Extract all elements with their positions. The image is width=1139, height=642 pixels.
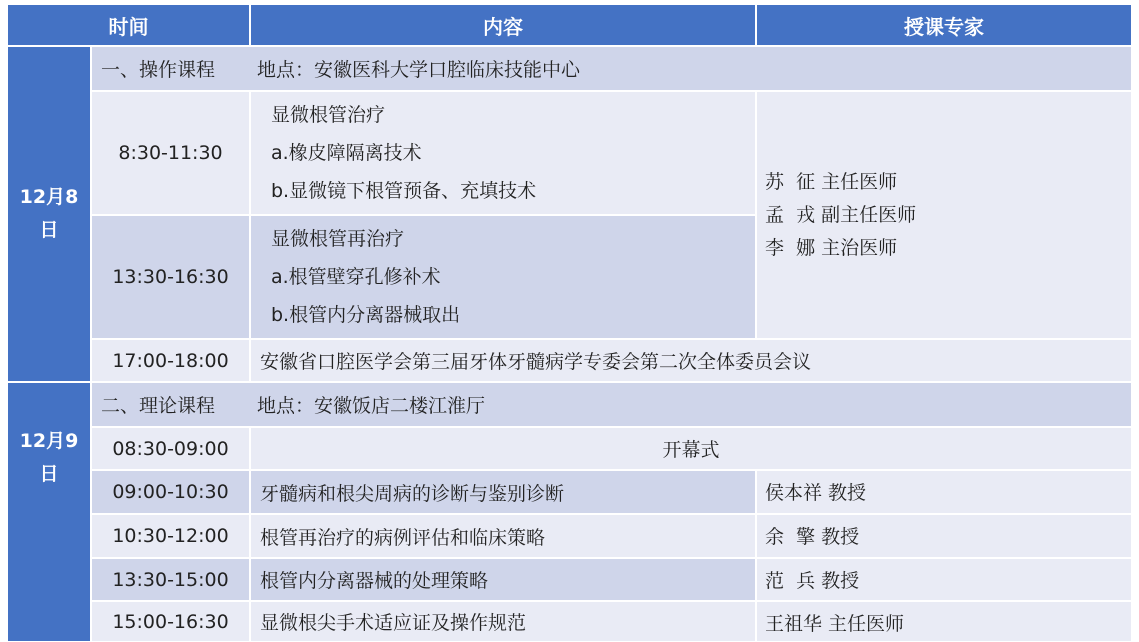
day1-session2-line: b.根管内分离器械取出: [271, 304, 461, 326]
day2-row-expert-text: 范 兵 教授: [765, 570, 860, 592]
day2-row-time: [91, 470, 250, 514]
day2-row-expert-text: 侯本祥 教授: [765, 482, 867, 504]
day2-section-row: [91, 382, 1132, 427]
day2-row-content-text: 根管内分离器械的处理策略: [260, 570, 489, 592]
day2-row-content: [250, 558, 756, 601]
day2-row-content-text: 显微根尖手术适应证及操作规范: [260, 612, 527, 634]
day1-session1-time: [91, 91, 250, 215]
day2-row-time-text: 15:00-16:30: [112, 610, 229, 633]
day2-row-time: [91, 514, 250, 558]
day1-meeting-time: [91, 339, 250, 382]
day2-row-content-text: 牙髓病和根尖周病的诊断与鉴别诊断: [260, 482, 565, 505]
day2-row-time-text: 13:30-15:00: [112, 568, 229, 591]
day1-expert: 孟 戎 副主任医师: [765, 203, 917, 226]
day2-row-time-text: 08:30-09:00: [112, 437, 229, 460]
day2-date-line2: 日: [39, 463, 59, 485]
day1-date-line1: 12月8: [19, 186, 79, 208]
day2-row-time: [91, 558, 250, 601]
header-time: [7, 4, 250, 46]
day2-row-expert: [756, 558, 1132, 601]
day1-expert: 苏 征 主任医师: [765, 170, 898, 193]
day1-session2-content: [250, 215, 756, 339]
header-content: [250, 4, 756, 46]
day2-row-content: [250, 514, 756, 558]
day2-row-content: [250, 601, 756, 642]
day2-date-line1: 12月9: [19, 430, 79, 452]
day2-row-content-text: 根管再治疗的病例评估和临床策略: [260, 526, 546, 549]
day2-section-location: 地点：安徽饭店二楼江淮厅: [257, 395, 486, 417]
day1-date: [7, 46, 91, 382]
day1-session1-line: b.显微镜下根管预备、充填技术: [271, 180, 537, 202]
header-content-label: 内容: [483, 14, 523, 39]
day1-section-title: 一、操作课程: [101, 59, 216, 81]
day2-row-expert-text: 余 擎 教授: [765, 526, 860, 548]
day1-meeting-content-text: 安徽省口腔医学会第三届牙体牙髓病学专委会第二次全体委员会议: [260, 351, 812, 373]
day2-row-time: [91, 601, 250, 642]
day1-meeting-content: [250, 339, 1132, 382]
day1-date-line2: 日: [39, 219, 59, 241]
day1-section-location: 地点：安徽医科大学口腔临床技能中心: [257, 59, 581, 81]
day1-session2-line: 显微根管再治疗: [271, 228, 405, 250]
day2-row-time: [91, 427, 250, 470]
day2-row-time-text: 09:00-10:30: [112, 481, 229, 503]
day2-section-title: 二、理论课程: [101, 395, 216, 417]
day2-row-time-text: 10:30-12:00: [112, 525, 229, 547]
day1-session1-line: 显微根管治疗: [271, 104, 386, 126]
header-time-label: 时间: [108, 14, 149, 39]
day2-row-content: [250, 470, 756, 514]
day2-row-expert: [756, 601, 1132, 642]
day1-session2-time-text: 13:30-16:30: [112, 266, 229, 288]
header-experts-label: 授课专家: [904, 14, 984, 39]
day1-meeting-time-text: 17:00-18:00: [112, 349, 229, 372]
header-experts: [756, 4, 1132, 46]
day1-section-row: [91, 46, 1132, 91]
day2-row-content-text: 开幕式: [662, 439, 720, 461]
day1-session2-line: a.根管壁穿孔修补术: [271, 266, 441, 288]
day1-session1-content: [250, 91, 756, 215]
day1-expert: 李 娜 主治医师: [765, 236, 898, 259]
day2-row-content: [250, 427, 1132, 470]
day2-row-expert: [756, 470, 1132, 514]
day1-experts: [756, 91, 1132, 339]
day1-session2-time: [91, 215, 250, 339]
day2-row-expert: [756, 514, 1132, 558]
day2-row-expert-text: 王祖华 主任医师: [765, 613, 905, 635]
day1-session1-line: a.橡皮障隔离技术: [271, 142, 422, 164]
day1-session1-time-text: 8:30-11:30: [118, 142, 223, 164]
day2-date: [7, 382, 91, 642]
